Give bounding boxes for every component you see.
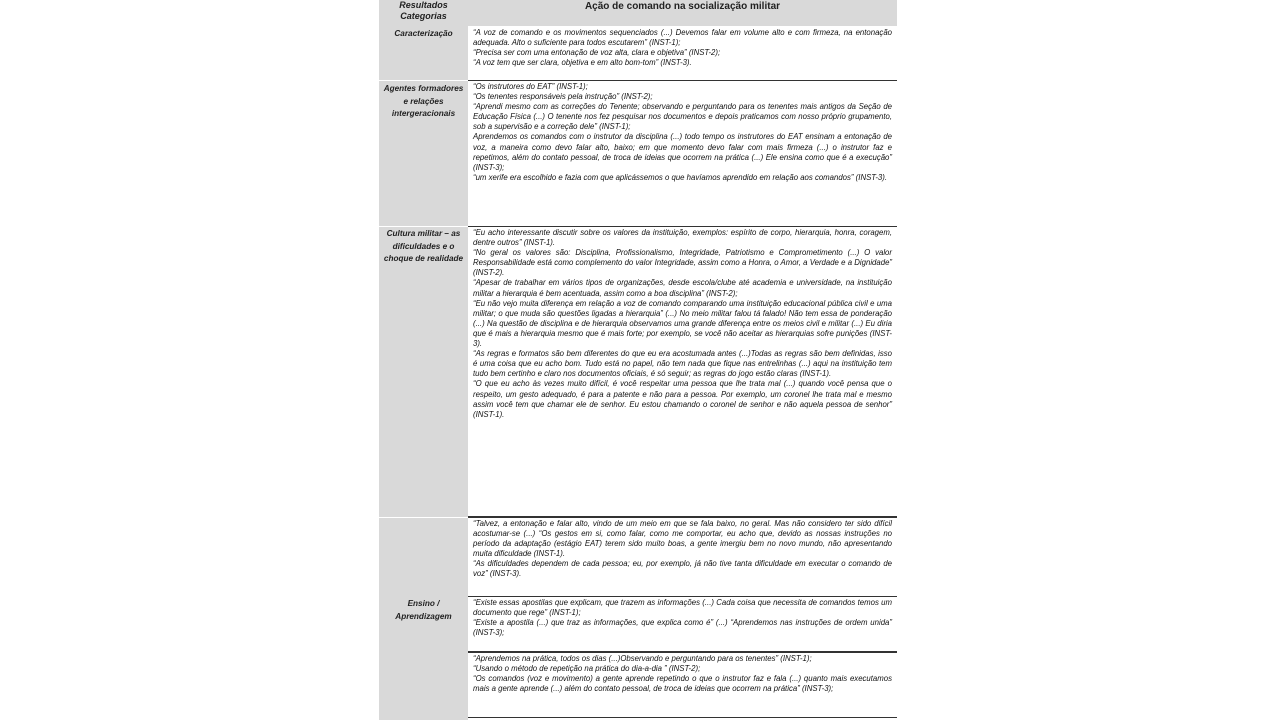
quote: “Existe essas apostilas que explicam, que trazem as informações (...) Cada coisa que necessita de comandos temos um documento que rege” (INST-1); (473, 598, 892, 618)
category-label: Cultura militar – as dificuldades e o choque de realidade (383, 229, 464, 263)
quotes-agentes (473, 82, 892, 183)
quote: “Talvez, a entonação e falar alto, vindo de um meio em que se fala baixo, no geral. Mas não considero ter sido difícil acostumar-se (...) “Os gestos em si, como falar, como me comportar, eu acho que, devido as nossas instruções no período da adaptação (estágio EAT) terem sido muito boas, a gente imergiu bem no novo mundo, não apresentando muita dificuldade (INST-1). (473, 519, 892, 559)
quote: “O que eu acho às vezes muito difícil, é você respeitar uma pessoa que lhe trata mal (...) quando você pensa que o respeito, um gesto adequado, é para a patente e não para a pessoa. Por exemplo, um coronel lhe trata mal e mesmo assim você tem que chamar ele de senhor. Eu estou chamando o coronel de senhor e não aquela pessoa de senhor” (INST-1). (473, 379, 892, 419)
quote: “Aprendi mesmo com as correções do Tenente; observando e perguntando para os tenentes mais antigos da Seção de Educação Física (...) O tenente nos fez pesquisar nos documentos e depois praticamos com nosso próprio grupamento, sob a supervisão e a correção dele” (INST-1); (473, 102, 892, 132)
row-divider (468, 226, 897, 227)
document-table (379, 0, 897, 720)
category-cell-ensino (379, 518, 468, 720)
quote: “A voz tem que ser clara, objetiva e em alto bom-tom” (INST-3). (473, 58, 692, 68)
quote: “Eu acho interessante discutir sobre os valores da instituição, exemplos: espírito de corpo, hierarquia, honra, coragem, dentre outros” (INST-1). (473, 228, 892, 248)
row-divider (468, 516, 897, 518)
quote: “um xerife era escolhido e fazia com que aplicássemos o que havíamos aprendido em relação aos comandos” (INST-3). (473, 172, 888, 182)
quote: “As regras e formatos são bem diferentes do que eu era acostumada antes (...)Todas as regras são bem definidas, isso é uma coisa que eu acho bom. Tudo está no papel, não tem nada que fique nas entrelinhas (...) aqui na instituição tem tudo bem certinho e claro nos documentos oficiais, é só seguir; as regras do jogo estão claras (INST-1). (473, 349, 892, 379)
quote: “As dificuldades dependem de cada pessoa; eu, por exemplo, já não tive tanta dificuldade em executar o comando de voz” (INST-3). (473, 559, 892, 579)
quote: “Precisa ser com uma entonação de voz alta, clara e objetiva” (INST-2); (473, 48, 721, 58)
table-header (379, 0, 897, 26)
row-divider (468, 596, 897, 597)
quotes-apostilas (473, 598, 892, 638)
quote: “Os tenentes responsáveis pela instrução” (INST-2); (473, 92, 653, 102)
category-label: Agentes formadores e relações intergeracionais (383, 84, 464, 118)
quotes-caracterizacao (473, 28, 892, 68)
quotes-cultura (473, 228, 892, 420)
quote: “A voz de comando e os movimentos sequenciados (...) Devemos falar em volume alto e com firmeza, na entonação adequada. Alto o suficiente para todos escutarem” (INST-1); (473, 28, 892, 48)
category-cell-cultura (379, 227, 468, 517)
quote: “Eu não vejo muita diferença em relação a voz de comando comparando uma instituição educacional pública civil e uma militar; o que muda são questões ligadas a hierarquia” (...) No meio militar falou tá falado! Não tem essa de ponderação (...) Na questão de disciplina e de hierarquia observamos uma grande diferença entre os meios civil e militar (...) Eu diria que é mais a hierarquia mesmo que é mais forte; por exemplo, se você não aceitar as hierarquias sofre punições (INST-3). (473, 298, 892, 349)
header-results-categories: Resultados Categorias (399, 0, 448, 21)
quote: “Existe a apostila (...) que traz as informações, que explica como é” (...) “Aprendemos nas instruções de ordem unida” (INST-3); (473, 618, 892, 638)
quote: “Usando o método de repetição na prática do dia-a-dia ” (INST-2); (473, 664, 701, 674)
row-divider (468, 651, 897, 653)
quotes-dificuldades (473, 519, 892, 580)
quotes-pratica (473, 654, 892, 694)
quote: “No geral os valores são: Disciplina, Profissionalismo, Integridade, Patriotismo e Comprometimento (...) O valor Responsabilidade está como complemento do valor Integridade, assim como a Honra, o Amor, a Verdade e a Dignidade” (INST-2). (473, 248, 892, 278)
quote: “Apesar de trabalhar em vários tipos de organizações, desde escola/clube até academia e universidade, na instituição militar a hierarquia é bem acentuada, assim como a boa disciplina” (INST-2); (473, 278, 892, 298)
category-cell-agentes (379, 81, 468, 226)
quote: “Aprendemos na prática, todos os dias (...)Observando e perguntando para os tenentes” (INST-1); (473, 654, 812, 663)
category-cell-caracterizacao (379, 26, 468, 80)
quote: Aprendemos os comandos com o instrutor da disciplina (...) todo tempo os instrutores do EAT ensinam a entonação de voz, a maneira como devo falar alto, baixo; em que momento devo falar com mais firmeza (...) o instrutor faz e repetimos, além do contato pessoal, de troca de ideias que ocorrem na prática (...) Ele ensina como que é a execução” (INST-3); (473, 132, 892, 172)
header-command-action: Ação de comando na socialização militar (584, 1, 781, 12)
table-bottom-rule (468, 717, 897, 718)
quote: “Os comandos (voz e movimento) a gente aprende repetindo o que o instrutor faz e fala (...) quanto mais executamos mais a gente aprende (...) além do contato pessoal, de troca de ideias que ocorrem na prática” (INST-3); (473, 674, 892, 694)
category-label: Ensino / Aprendizagem (395, 599, 452, 621)
row-divider (468, 80, 897, 81)
category-label: Caracterização (394, 29, 453, 38)
quote: “Os instrutores do EAT” (INST-1); (473, 82, 588, 91)
